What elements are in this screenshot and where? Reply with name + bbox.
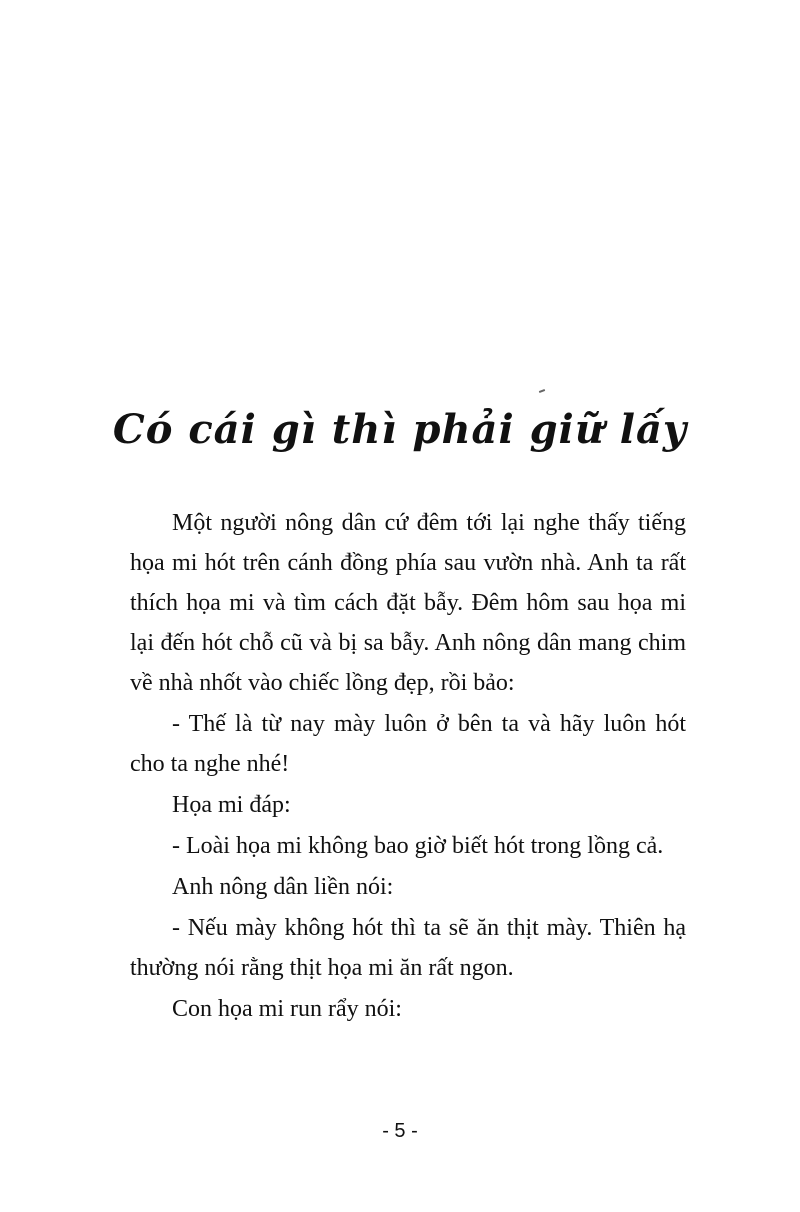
page-number: - 5 -	[382, 1120, 418, 1142]
paragraph: - Loài họa mi không bao giờ biết hót trong lồng cả.	[172, 833, 664, 859]
paragraph: Anh nông dân liền nói:	[172, 874, 394, 900]
ink-speck	[539, 389, 545, 393]
paragraph: Con họa mi run rẩy nói:	[172, 996, 402, 1022]
story-body	[130, 503, 686, 1029]
story-title: Có cái gì thì phải giữ lấy	[112, 406, 688, 453]
paragraph: Họa mi đáp:	[172, 792, 291, 818]
paragraph: - Nếu mày không hót thì ta sẽ ăn thịt mày. Thiên hạ thường nói rằng thịt họa mi ăn rất ngon.	[130, 915, 686, 981]
paragraph: - Thế là từ nay mày luôn ở bên ta và hãy luôn hót cho ta nghe nhé!	[130, 711, 686, 777]
paragraph: Một người nông dân cứ đêm tới lại nghe thấy tiếng họa mi hót trên cánh đồng phía sau vườn nhà. Anh ta rất thích họa mi và tìm cách đặt bẫy. Đêm hôm sau họa mi lại đến hót chỗ cũ và bị sa bẫy. Anh nông dân mang chim về nhà nhốt vào chiếc lồng đẹp, rồi bảo:	[130, 510, 686, 696]
